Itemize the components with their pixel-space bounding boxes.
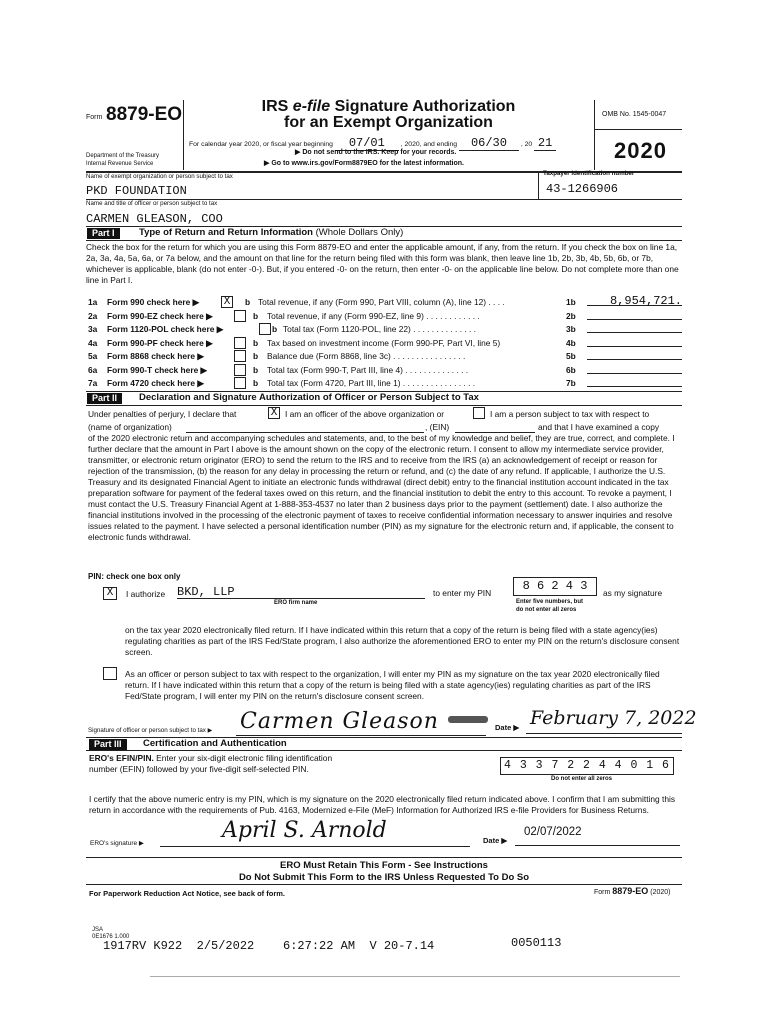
page-id: 0050113: [511, 936, 562, 950]
row-description: Total tax (Form 1120-POL, line 22) . . . . . . . . . . . . . .: [283, 324, 476, 334]
row-amount[interactable]: [587, 348, 682, 360]
end-date: 06/30: [459, 136, 519, 151]
row-amount[interactable]: [587, 321, 682, 333]
row-description: Total tax (Form 990-T, Part III, line 4) . . . . . . . . . . . . . .: [267, 364, 469, 375]
pin-note-2: do not enter all zeros: [516, 607, 577, 613]
row-checkbox[interactable]: [259, 323, 271, 335]
part3-title: Certification and Authentication: [143, 738, 287, 749]
form-title-1: IRS e-file Signature Authorization: [261, 98, 516, 115]
retain-line-1: ERO Must Retain This Form - See Instructions: [280, 860, 488, 871]
sign-here-tab: [448, 716, 488, 723]
ero-signature-label: ERO's signature ▶: [90, 840, 144, 847]
row-number: 1a: [88, 297, 98, 307]
row-number: 3a: [88, 324, 98, 334]
row-amount[interactable]: [587, 375, 682, 387]
row-amount[interactable]: [587, 362, 682, 374]
tax-year: 2020: [614, 138, 667, 163]
officer-date-label: Date ▶: [495, 723, 520, 732]
row-line-number: 5b: [566, 351, 576, 361]
row-form: Form 1120-POL check here ▶: [107, 324, 224, 334]
perjury-b: I am an officer of the above organization or: [285, 409, 445, 419]
row-checkbox[interactable]: [234, 310, 246, 322]
officer-name: CARMEN GLEASON, COO: [86, 212, 223, 226]
row-number: 4a: [88, 337, 98, 348]
examined-text: and that I have examined a copy: [538, 422, 660, 432]
row-line-number: 2b: [566, 310, 576, 321]
do-not-send: ▶ Do not send to the IRS. Keep for your records.: [295, 149, 457, 156]
retain-line-2: Do Not Submit This Form to the IRS Unless Requested To Do So: [238, 872, 530, 883]
ero-firm-label: ERO firm name: [274, 600, 318, 606]
jsa-code: 0E1676 1.000: [92, 934, 130, 940]
officer-enter-pin-checkbox[interactable]: [103, 667, 117, 680]
row-number: 7a: [88, 378, 98, 388]
year-suffix: 21: [534, 136, 556, 151]
row-line-number: 1b: [566, 297, 576, 307]
row-description: Tax based on investment income (Form 990-PF, Part VI, line 5): [267, 337, 501, 348]
org-name-label: Name of exempt organization or person subject to tax: [86, 173, 233, 180]
row-amount[interactable]: 8,954,721.: [587, 294, 682, 306]
to-enter-pin: to enter my PIN: [433, 588, 492, 598]
row-b-label: b: [253, 364, 259, 375]
pin-heading: PIN: check one box only: [88, 572, 181, 581]
row-form: Form 990-EZ check here ▶: [107, 310, 213, 321]
go-to-line: ▶ Go to www.irs.gov/Form8879EO for the latest information.: [264, 160, 464, 167]
authorize-label: I authorize: [126, 589, 166, 599]
name-of-org-label: (name of organization): [88, 422, 172, 432]
perjury-line: Under penalties of perjury, I declare that: [88, 409, 237, 419]
row-description: Total revenue, if any (Form 990-EZ, line 9) . . . . . . . . . . . .: [267, 310, 480, 321]
declaration-body: of the 2020 electronic return and accompanying schedules and statements, and, to the best of my knowledge and belief, they are true, correct, and complete. I further declare that the amount in Part I above is the amount shown on the copy of the electronic return. I consent to allow my intermediate service provider, transmitter, or electronic return originator (ERO) to send the return to the IRS and to receive from the IRS (a) an acknowledgement of receipt or reason for rejection of the transmission, (b) the reason for any delay in processing the return or refund, and (c) the date of any refund. If applicable, I authorize the U.S. Treasury and its designated Financial Agent to initiate an electronic funds withdrawal (direct debit) entry to the financial institution account indicated in the tax preparation software for payment of the federal taxes owed on this return, and the financial institution to debit the entry to this account. To revoke a payment, I must contact the U.S. Treasury Financial Agent at 1-888-353-4537 no later than 2 business days prior to the payment (settlement) date. I also authorize the financial institutions involved in the processing of the electronic payment of taxes to receive confidential information necessary to answer inquiries and resolve issues related to the payment. I have selected a personal identification number (PIN) as my signature for the electronic return and, if applicable, the consent to electronic funds withdrawal.: [88, 433, 675, 542]
calendar-line: For calendar year 2020, or fiscal year beginning 07/01 , 2020, and ending 06/30 , 20 21: [189, 136, 556, 151]
org-name: PKD FOUNDATION: [86, 184, 187, 198]
tin-label: Taxpayer identification number: [543, 170, 635, 177]
row-number: 2a: [88, 310, 98, 321]
row-b-label: b: [253, 378, 259, 388]
begin-date: 07/01: [335, 136, 399, 151]
officer-pin-field[interactable]: 8 6 2 4 3: [513, 577, 597, 596]
row-description: Total tax (Form 4720, Part III, line 1) . . . . . . . . . . . . . . . .: [267, 378, 476, 388]
ein-field[interactable]: [455, 422, 535, 433]
officer-signature-label: Signature of officer or person subject to tax ▶: [88, 727, 213, 734]
row-b-label: b: [253, 337, 259, 348]
form-number: 8879-EO: [106, 104, 183, 125]
row-b-label: b: [253, 310, 259, 321]
row-checkbox[interactable]: [234, 337, 246, 349]
row-checkbox[interactable]: [234, 350, 246, 362]
row-line-number: 6b: [566, 364, 576, 375]
ein-label: , (EIN): [425, 422, 450, 432]
row-form: Form 990-PF check here ▶: [107, 337, 213, 348]
row-checkbox[interactable]: [234, 377, 246, 389]
part2-title: Declaration and Signature Authorization of Officer or Person Subject to Tax: [139, 392, 479, 403]
row-line-number: 7b: [566, 378, 576, 388]
authorize-ero-checkbox[interactable]: X: [103, 587, 117, 600]
row-b-label: b: [272, 324, 278, 334]
software-line: 1917RV K922 2/5/2022 6:27:22 AM V 20-7.14: [103, 939, 435, 953]
row-form: Form 990 check here ▶: [107, 297, 200, 307]
row-description: Total revenue, if any (Form 990, Part VIII, column (A), line 12) . . . .: [258, 297, 505, 307]
efin-label-2: number (EFIN) followed by your five-digit self-selected PIN.: [89, 764, 309, 774]
row-line-number: 3b: [566, 324, 576, 334]
row-amount[interactable]: [587, 308, 682, 320]
part2-label: Part II: [87, 393, 122, 404]
row-form: Form 990-T check here ▶: [107, 364, 208, 375]
ero-signature[interactable]: April S. Arnold: [222, 818, 387, 843]
officer-signature[interactable]: Carmen Gleason: [240, 709, 439, 734]
officer-body: As an officer or person subject to tax with respect to the organization, I will enter my PIN as my signature on the tax year 2020 electronically filed return. If I have indicated within this return that a copy of the return is being filed with a state agency(ies) regulating charities as part of the IRS Fed/State program, I will enter my PIN on the return's disclosure consent screen.: [125, 669, 660, 701]
officer-checkbox[interactable]: X: [268, 407, 280, 419]
tin: 43-1266906: [546, 182, 619, 196]
row-amount[interactable]: [587, 335, 682, 347]
certify-text: I certify that the above numeric entry is my PIN, which is my signature on the 2020 electronically filed return indicated above. I confirm that I am submitting this return in accordance with the requirements of Pub. 4163, Modernized e-File (MeF) Information for Authorized IRS e-file Providers for Business Returns.: [89, 794, 676, 815]
person-subject-checkbox[interactable]: [473, 407, 485, 419]
ero-firm-field[interactable]: BKD, LLP: [177, 585, 425, 599]
efin-label: ERO's EFIN/PIN. Enter your six-digit electronic filing identification: [89, 753, 333, 763]
pin-note-1: Enter five numbers, but: [516, 599, 584, 605]
row-checkbox[interactable]: X: [221, 296, 233, 308]
row-form: Form 8868 check here ▶: [107, 351, 204, 361]
as-my-signature: as my signature: [603, 588, 663, 598]
row-b-label: b: [245, 297, 251, 307]
row-checkbox[interactable]: [234, 364, 246, 376]
row-description: Balance due (Form 8868, line 3c) . . . . . . . . . . . . . . . .: [267, 351, 466, 361]
efin-pin-field[interactable]: 4 3 3 7 2 2 4 4 0 1 6: [500, 757, 674, 775]
jsa-label: JSA: [92, 927, 104, 933]
officer-label: Name and title of officer or person subject to tax: [86, 200, 218, 207]
bottom-edge: [150, 976, 680, 977]
part3-label: Part III: [89, 739, 127, 750]
paperwork-notice: For Paperwork Reduction Act Notice, see back of form.: [89, 889, 286, 898]
authorize-body: on the tax year 2020 electronically filed return. If I have indicated within this return that a copy of the return is being filed with a state agency(ies) regulating charities as part of the IRS Fed/State program, I also authorize the aforementioned ERO to enter my PIN on the return's disclosure consent screen.: [125, 625, 680, 657]
row-b-label: b: [253, 351, 259, 361]
row-number: 6a: [88, 364, 98, 375]
form-title-2: for an Exempt Organization: [284, 114, 493, 131]
name-of-org-field[interactable]: [186, 422, 424, 433]
row-form: Form 4720 check here ▶: [107, 378, 204, 388]
ero-date[interactable]: 02/07/2022: [524, 826, 582, 838]
row-line-number: 4b: [566, 337, 576, 348]
part1-intro: Check the box for the return for which you are using this Form 8879-EO and enter the applicable amount, if any, from the return. If you check the box on line 1a, 2a, 3a, 4a, 5a, 6a, or 7a below, and the amount on that line for the return being filed with this form was blank, then leave line 1b, 2b, 3b, 4b, 5b, 6b, or 7b, whichever is applicable, blank (do not enter -0-). But, if you entered -0- on the return, then enter -0- on the applicable line below. Do not complete more than one line in Part I.: [86, 242, 679, 285]
officer-date[interactable]: February 7, 2022: [530, 707, 697, 729]
ero-date-label: Date ▶: [483, 836, 508, 845]
department: Department of the Treasury: [86, 153, 160, 159]
perjury-c: I am a person subject to tax with respect to: [490, 409, 650, 419]
part1-label: Part I: [87, 228, 120, 239]
form-reference: Form 8879-EO (2020): [594, 886, 671, 896]
row-number: 5a: [88, 351, 98, 361]
irs-name: Internal Revenue Service: [86, 161, 154, 167]
form-label: Form: [86, 114, 103, 121]
omb-number: OMB No. 1545-0047: [602, 111, 667, 118]
efin-note: Do not enter all zeros: [551, 776, 613, 782]
part1-title: Type of Return and Return Information (Whole Dollars Only): [139, 227, 404, 238]
